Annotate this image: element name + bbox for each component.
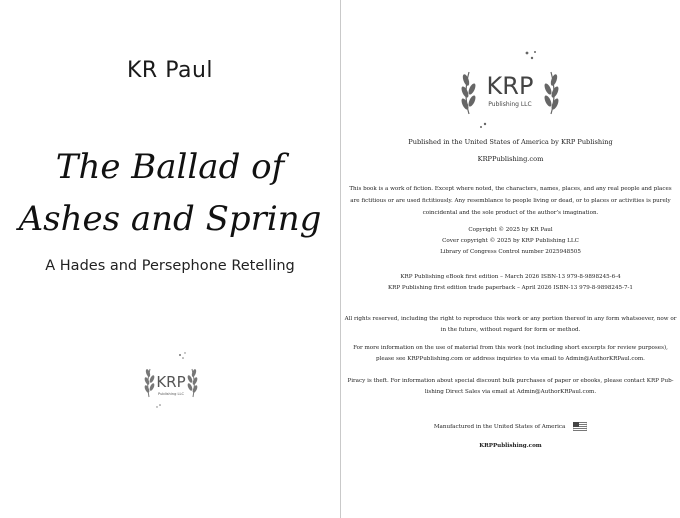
us-flag-icon [573,422,587,431]
copyright-line-1: Copyright © 2025 by KR Paul [468,227,553,233]
piracy-line-2: lishing Direct Sales via email at Admin@AuthorKRPaul.com. [424,389,597,395]
copyright-line-3: Library of Congress Control number 2025948505 [440,249,581,255]
website-bottom: KRPPublishing.com [479,443,542,449]
book-title-line-2: Ashes and Spring [18,199,322,239]
fiction-notice-3: coincidental and the sole product of the author’s imagination. [422,210,599,216]
edition-line-2: KRP Publishing first edition trade paperback – April 2026 ISBN-13 979-8-9898245-7-1 [388,285,633,291]
rights-line-1: All rights reserved, including the right to reproduce this work or any portion thereof in any form whatsoever, now or [344,316,677,322]
published-in-line: Published in the United States of America by KRP Publishing [408,138,613,146]
manufactured-line [341,422,680,431]
book-title [0,141,340,245]
publisher-logo-small [140,349,202,411]
edition-line-1: KRP Publishing eBook first edition – March 2026 ISBN-13 979-8-9898245-6-4 [400,274,621,280]
fiction-notice-2: are fictitious or are used fictitiously. Any resemblance to people living or dead, or to places or activities is purely [350,198,671,204]
manufactured-text: Manufactured in the United States of America [433,424,566,430]
logo-tagline: Publishing LLC [488,101,532,108]
info-line-2: please see KRPPublishing.com or address inquiries to via email to Admin@AuthorKRPaul.com. [376,356,645,362]
info-line-1: For more information on the use of material from this work (not including short excerpts for review purposes), [353,345,668,351]
logo-tagline: Publishing LLC [157,392,185,396]
fiction-notice-1: This book is a work of fiction. Except where noted, the characters, names, places, and any real people and places [349,186,672,192]
piracy-line-1: Piracy is theft. For information about special discount bulk purchases of paper or ebooks, please contact KRP Pub- [347,378,674,384]
logo-text: KRP [486,72,534,100]
website-top: KRPPublishing.com [477,155,544,163]
book-subtitle: A Hades and Persephone Retelling [45,258,295,274]
copyright-line-2: Cover copyright © 2025 by KRP Publishing LLC [442,238,579,244]
author-name: KR Paul [126,58,214,83]
logo-text: KRP [156,373,186,391]
publisher-logo-large [455,48,565,130]
book-title-line-1: The Ballad of [55,147,285,187]
rights-line-2: in the future, without regard for form or method. [440,327,581,333]
